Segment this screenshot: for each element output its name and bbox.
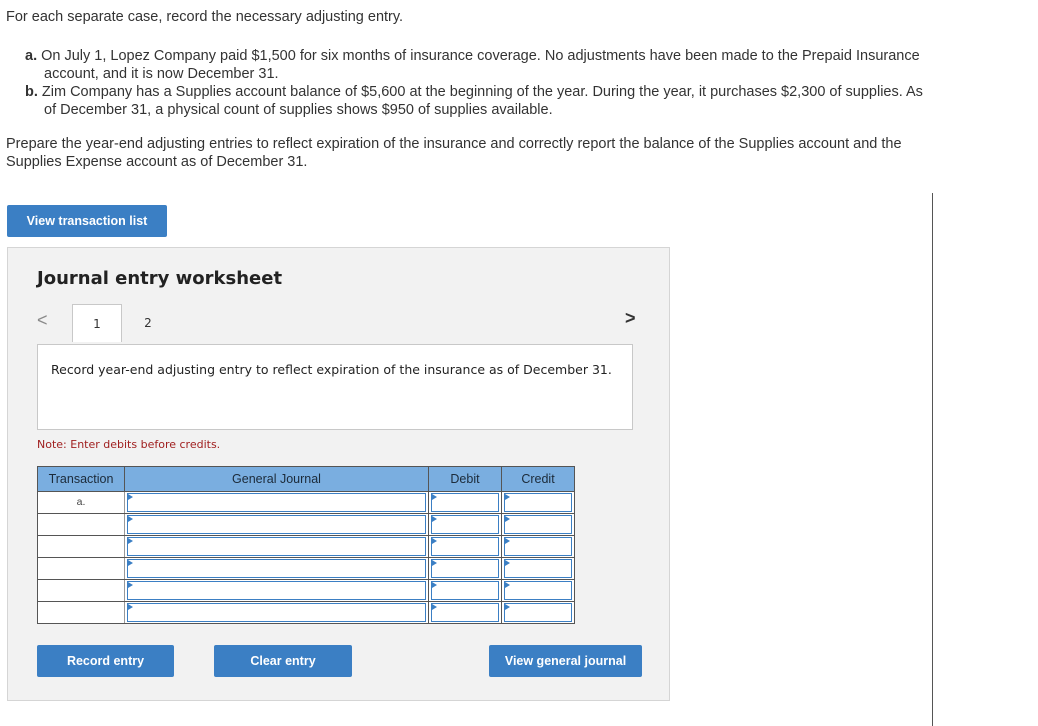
journal-entry-worksheet [7,247,670,701]
journal-table [37,466,575,624]
debit-input[interactable] [431,581,499,600]
clear-entry-button[interactable]: Clear entry [214,645,352,677]
debit-input[interactable] [431,515,499,534]
header-debit: Debit [429,467,502,492]
table-row [38,580,575,602]
account-select[interactable] [127,603,426,622]
tab-2[interactable]: 2 [144,316,152,330]
table-row [38,492,575,514]
account-select[interactable] [127,515,426,534]
header-general-journal: General Journal [125,467,429,492]
credit-input[interactable] [504,515,572,534]
header-transaction: Transaction [38,467,125,492]
case-item-b [25,83,925,119]
case-item-a [25,47,925,83]
credit-input[interactable] [504,493,572,512]
chevron-right-icon[interactable]: > [625,308,636,328]
transaction-cell: a. [38,492,125,514]
case-letter: a. [25,48,38,64]
view-general-journal-button[interactable]: View general journal [489,645,642,677]
entry-instruction: Record year-end adjusting entry to reflect expiration of the insurance as of December 31. [37,344,633,430]
view-transaction-list-button[interactable]: View transaction list [7,205,167,237]
debit-input[interactable] [431,537,499,556]
tab-1[interactable]: 1 [72,304,122,342]
transaction-cell [38,602,125,624]
table-row [38,558,575,580]
transaction-cell [38,558,125,580]
case-description: On July 1, Lopez Company paid $1,500 for six months of insurance coverage. No adjustments have been made to the Prepaid Insurance account, and it is now December 31. [41,48,920,82]
note-text: Note: Enter debits before credits. [37,438,221,451]
table-row [38,536,575,558]
transaction-cell [38,536,125,558]
transaction-cell [38,514,125,536]
header-credit: Credit [502,467,575,492]
question-intro: For each separate case, record the necessary adjusting entry. [6,9,404,25]
account-select[interactable] [127,559,426,578]
account-select[interactable] [127,581,426,600]
chevron-left-icon[interactable]: < [37,310,48,330]
credit-input[interactable] [504,581,572,600]
table-row [38,602,575,624]
case-list [25,47,925,119]
instructions-paragraph: Prepare the year-end adjusting entries to reflect expiration of the insurance and correctly report the balance of the Supplies account and the Supplies Expense account as of December 31. [6,136,902,170]
panel-divider [932,193,933,726]
account-select[interactable] [127,537,426,556]
credit-input[interactable] [504,537,572,556]
debit-input[interactable] [431,493,499,512]
worksheet-title: Journal entry worksheet [37,268,283,289]
debit-input[interactable] [431,603,499,622]
credit-input[interactable] [504,603,572,622]
debit-input[interactable] [431,559,499,578]
table-row [38,514,575,536]
case-letter: b. [25,84,38,100]
credit-input[interactable] [504,559,572,578]
transaction-cell [38,580,125,602]
account-select[interactable] [127,493,426,512]
case-description: Zim Company has a Supplies account balance of $5,600 at the beginning of the year. During the year, it purchases $2,300 of supplies. As of December 31, a physical count of supplies shows $950 of supplies available. [41,84,923,118]
record-entry-button[interactable]: Record entry [37,645,174,677]
